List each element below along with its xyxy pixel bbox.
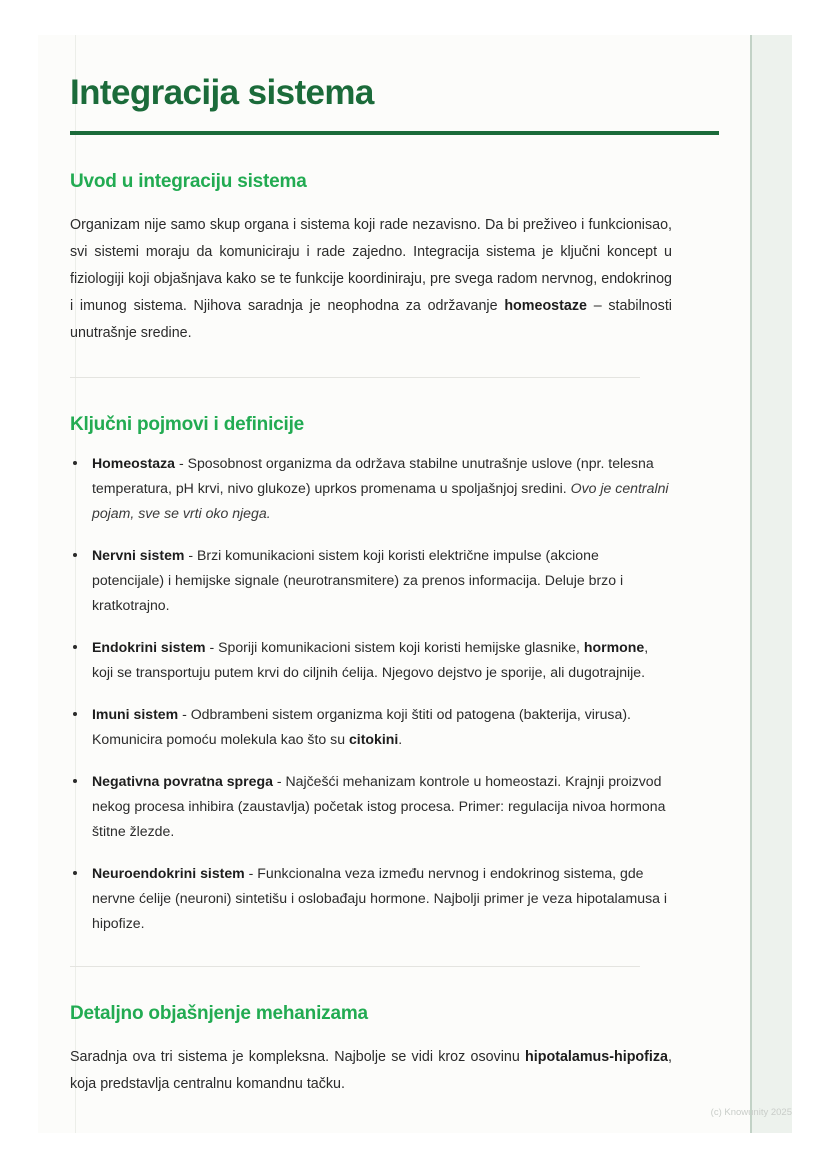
section-heading-mechanisms: Detaljno objašnjenje mehanizama	[70, 1002, 368, 1024]
document-page	[38, 35, 792, 1133]
list-item	[70, 543, 672, 618]
term-name: Endokrini sistem	[92, 638, 206, 655]
intro-bold-term: homeostaze	[504, 298, 587, 315]
term-inline-bold: hormone	[583, 638, 645, 655]
term-separator: -	[175, 454, 188, 471]
term-separator: -	[272, 772, 286, 789]
term-text-continued: .	[398, 730, 403, 747]
copyright-footer: (c) Knowunity 2025	[710, 1107, 792, 1118]
list-item	[70, 702, 672, 752]
bullet-icon	[73, 461, 77, 465]
term-text: Odbrambeni sistem organizma koji štiti od patogena (bakterija, virusa). Komunicira pomoću molekula kao što su	[92, 705, 631, 747]
intro-paragraph	[70, 194, 672, 347]
term-text: Sporiji komunikacioni sistem koji koristi hemijske glasnike,	[218, 638, 584, 655]
page-title: Integracija sistema	[70, 73, 374, 112]
term-text: Najčešći mehanizam kontrole u homeostazi. Krajnji proizvod nekog procesa inhibira (zaustavlja) početak istog procesa. Primer: regulacija nivoa hormona štitne žlezde.	[92, 772, 666, 839]
term-separator: -	[178, 705, 191, 722]
list-item	[70, 635, 672, 685]
bullet-icon	[73, 712, 77, 716]
section-heading-terms: Ključni pojmovi i definicije	[70, 414, 305, 436]
mechanisms-paragraph	[70, 1026, 672, 1098]
term-separator: -	[244, 864, 258, 881]
term-name: Neuroendokrini sistem	[92, 864, 245, 881]
intro-text-part-2: – stabilnosti unutrašnje sredine.	[70, 298, 672, 342]
mechanisms-text-part-1: Saradnja ova tri sistema je kompleksna. Najbolje se vidi kroz osovinu	[70, 1048, 526, 1065]
term-separator: -	[205, 638, 219, 655]
key-terms-list	[70, 437, 672, 936]
term-text: Funkcionalna veza između nervnog i endokrinog sistema, gde nervne ćelije (neuroni) sintetišu i oslobađaju hormone. Najbolji primer je veza hipotalamusa i hipofize.	[92, 864, 668, 931]
term-italic-note: Ovo je centralni pojam, sve se vrti oko njega.	[92, 479, 669, 521]
term-inline-bold: citokini	[348, 730, 399, 747]
term-name: Nervni sistem	[92, 546, 185, 563]
list-item	[70, 769, 672, 844]
term-name: Negativna povratna sprega	[92, 772, 273, 789]
bullet-icon	[73, 553, 77, 557]
term-text: Brzi komunikacioni sistem koji koristi električne impulse (akcione potencijale) i hemijske signale (neurotransmitere) za prenos informacija. Deluje brzo i kratkotrajno.	[92, 546, 624, 613]
section-heading-intro: Uvod u integraciju sistema	[70, 171, 307, 193]
mechanisms-text-part-2: , koja predstavlja centralnu komandnu tačku.	[70, 1048, 672, 1092]
term-separator: -	[184, 546, 197, 563]
mechanisms-bold-term: hipotalamus-hipofiza	[525, 1048, 669, 1065]
intro-text-part-1: Organizam nije samo skup organa i sistema koji rade nezavisno. Da bi preživeo i funkcionisao, svi sistemi moraju da komuniciraju i rade zajedno. Integracija sistema je ključni koncept u fiziologiji koji objašnjava kako se te funkcije koordiniraju, pre svega radom nervnog, endokrinog i imunog sistema. Njihova saradnja je neophodna za održavanje	[70, 217, 672, 315]
list-item	[70, 861, 672, 936]
term-name: Homeostaza	[92, 454, 176, 471]
page-side-strip	[752, 35, 792, 1133]
term-name: Imuni sistem	[92, 705, 179, 722]
list-item	[70, 451, 672, 526]
bullet-icon	[73, 871, 77, 875]
bullet-icon	[73, 779, 77, 783]
term-text: Sposobnost organizma da održava stabilne unutrašnje uslove (npr. telesna temperatura, pH krvi, nivo glukoze) uprkos promenama u spoljašnjoj sredini.	[92, 454, 654, 496]
bullet-icon	[73, 645, 77, 649]
document-content	[70, 35, 672, 1098]
term-text-continued: , koji se transportuju putem krvi do ciljnih ćelija. Njegovo dejstvo je sporije, ali dugotrajnije.	[92, 638, 649, 680]
